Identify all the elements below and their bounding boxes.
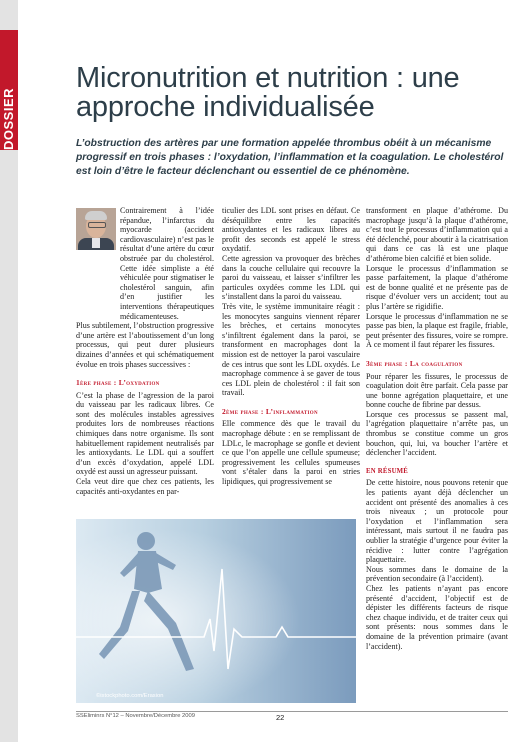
page-number: 22 (276, 713, 285, 722)
sidebar-strip (0, 0, 18, 742)
runner-ecg-photo (76, 519, 356, 703)
col3-paragraph-5: Lorsque ces processus se passent mal, l’agrégation plaquettaire n’arrête pas, un thrombus se constitue comme un gros bouchon, qui, lui, va boucher l’artère et déclencher l’accident. (366, 409, 508, 458)
col3-paragraph-1: transforment en plaque d’athérome. Du macrophage jusqu’à la plaque d’athérome, c’est tout le processus d’inflammation qui a été déclenché, pour aboutir à la cicatrisation qui dans ce cas là est une plaque d’athérome bien calcifié et bien solide. (366, 206, 508, 263)
col2-paragraph-3: Très vite, le système immunitaire réagit : les monocytes sanguins viennent réparer les brèches, et certains monocytes s’infiltrent également dans la paroi, se transforment en macrophages dont la mission est de nettoyer la paroi vasculaire de ces intrus que sont les LDL oxydés. Le macrophage commence à se gaver de tous ces LDL plein de cholestérol : il fait son travail. (222, 301, 360, 398)
col1-paragraph-4: Cela veut dire que chez ces patients, les capacités anti-oxydantes en par- (76, 477, 214, 496)
column-1 (76, 206, 214, 496)
heading-phase-2: 2ème phase : L’inflammation (222, 406, 318, 416)
col1-paragraph-3: C’est la phase de l’agression de la paroi du vaisseau par les radicaux libres. Ce sont des molécules instables agressives produites lors de nombreuses réactions chimiques dans notre organisme. Ils sont habituellement rapidement neutralisés par les antioxydants. Le LDL qui a souffert d’un excès d’oxydation, appelé LDL oxydé est aussi un agresseur puissant. (76, 390, 214, 477)
col3-paragraph-4: Pour réparer les fissures, le processus de coagulation doit être parfait. Cela passe par une bonne agrégation plaquettaire, et une bonne couche de fibrine par dessus. (366, 371, 508, 410)
footer-text: SSEliminrs N°12 – Novembre/Décembre 2009 (76, 713, 195, 719)
article-title: Micronutrition et nutrition : une approche individualisée (76, 62, 460, 123)
col1-paragraph-2: Plus subtilement, l’obstruction progressive d’une artère est l’aboutissement d’un long processus, qui peut durer plusieurs dizaines d’années et qui schématiquement évolue en trois phases successives : (76, 321, 214, 369)
section-label: DOSSIER (1, 88, 16, 151)
col2-paragraph-2: Cette agression va provoquer des brèches dans la couche cellulaire qui recouvre la paroi du vaisseau, et laisser s’infiltrer les particules oxydées comme les LDL qui s’installent dans la paroi du vaisseau. (222, 253, 360, 302)
column-2 (222, 206, 360, 487)
article-lead: L’obstruction des artères par une formation appelée thrombus obéit à un mécanisme progressif en trois phases : l’oxydation, l’inflammation et la coagulation. Le cholestérol est loin d’être le facteur déclenchant ou essentiel de ce phénomène. (76, 138, 504, 177)
col2-paragraph-4: Elle commence dès que le travail du macrophage débute : en se remplissant de LDLc, le macrophage se gonfle et devient ce que l’on appelle une cellule spumeuse; progressivement les cellules spumeuses vont s’étaler dans la paroi en stries lipidiques, qui progressivement se (222, 419, 360, 487)
heading-phase-3: 3ème phase : La coagulation (366, 358, 463, 368)
col3-paragraph-2: Lorsque le processus d’inflammation se passe parfaitement, la plaque d’athérome est de bonne qualité et ne présente pas de risque d’évoluer vers un accident; tout au plus l’artère se rigidifie. (366, 263, 508, 311)
runner-ecg-illustration (76, 519, 356, 703)
col1-paragraph-1: Contrairement à l’idée répandue, l’infarctus du myocarde (accident cardiovasculaire) n’est pas le résultat d’une artère du cœur obstruée par du cholestérol. Cette idée simpliste a été véhiculée pour stigmatiser le cholestérol sanguin, afin d’en justifier les interventions thérapeutiques médicamenteuses. (120, 206, 214, 321)
photo-credit: ©istockphoto.com/Erasion (96, 693, 164, 699)
col3-paragraph-8: Chez les patients n’ayant pas encore présenté d’accident, l’objectif est de dépister les différents facteurs de risque chez chaque individu, et de traiter ceux qui sont présents: nous sommes dans le domaine de la prévention primaire (avant l’accident). (366, 583, 508, 651)
col2-paragraph-1: ticulier des LDL sont prises en défaut. Ce déséquilibre entre les capacités antioxydantes et les radicaux libres au profit des seconds est appelé le stress oxydatif. (222, 206, 360, 254)
footer-rule (76, 711, 508, 712)
col3-paragraph-3: Lorsque le processus d’inflammation ne se passe pas bien, la plaque est fragile, friable, peut présenter des fissures, voire se rompre. À ce moment il faut réparer les fissures. (366, 311, 508, 350)
col3-paragraph-7: Nous sommes dans le domaine de la prévention secondaire (à l’accident). (366, 564, 508, 584)
column-3 (366, 206, 508, 651)
heading-summary: EN RÉSUMÉ (366, 467, 409, 475)
heading-phase-1: 1ère phase : L’oxydation (76, 378, 160, 388)
col3-paragraph-6: De cette histoire, nous pouvons retenir que les patients ayant déjà déclencher un accident ont présenté des anomalies à ces trois niveaux ; un protocole pour l’oxydation et l’inflammation sera intéressant, mais surtout il ne faudra pas oublier la stratégie d’urgence pour éviter la récidive : lutter contre l’agrégation plaquettaire. (366, 478, 508, 565)
section-band (0, 30, 18, 150)
